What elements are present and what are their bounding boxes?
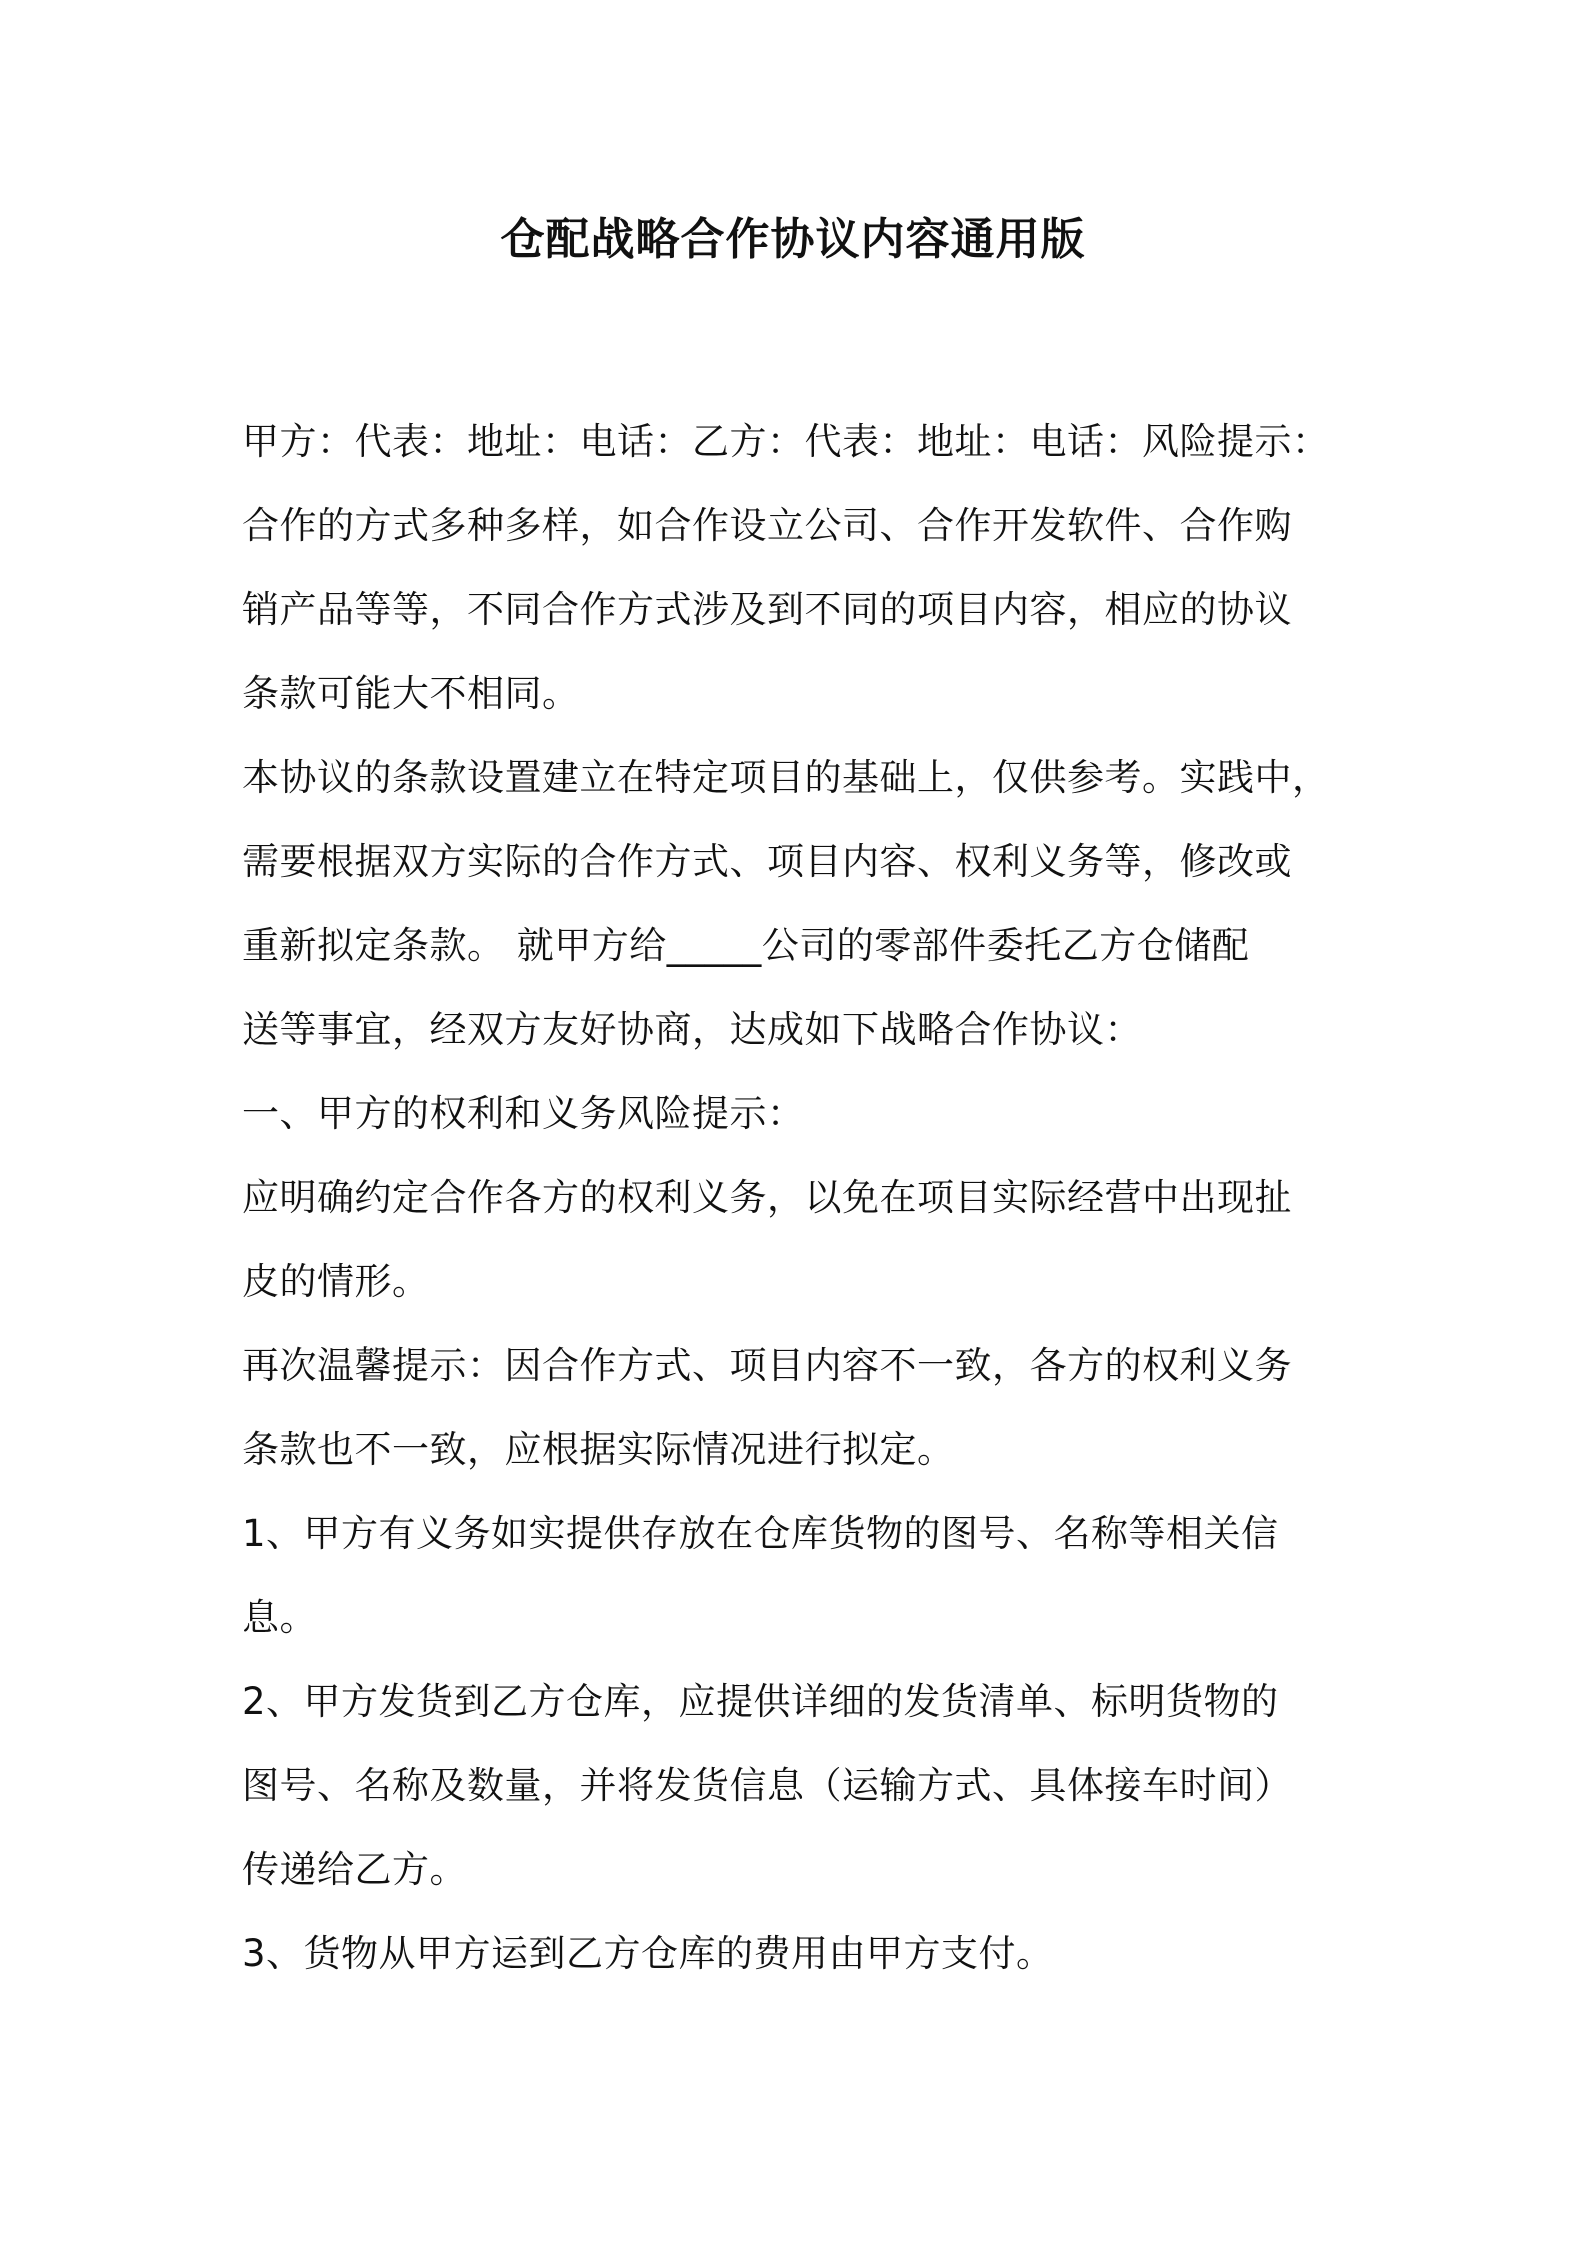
text-line: 甲方：代表：地址：电话：乙方：代表：地址：电话：风险提示： (242, 420, 1330, 463)
section-heading: 一、甲方的权利和义务风险提示： (242, 1092, 805, 1135)
clause-line: 息。 (242, 1596, 317, 1639)
clause-line: 1、甲方有义务如实提供存放在仓库货物的图号、名称等相关信 (242, 1512, 1279, 1555)
text-line: 重新拟定条款。 就甲方给_____公司的零部件委托乙方仓储配 (242, 924, 1250, 967)
text-line: 皮的情形。 (242, 1260, 430, 1303)
text-line: 销产品等等，不同合作方式涉及到不同的项目内容，相应的协议 (242, 588, 1292, 631)
clause-line: 传递给乙方。 (242, 1848, 467, 1891)
text-line: 本协议的条款设置建立在特定项目的基础上，仅供参考。实践中， (242, 756, 1330, 799)
document-body (242, 400, 1352, 1996)
document-title: 仓配战略合作协议内容通用版 (500, 214, 1086, 265)
text-line: 应明确约定合作各方的权利义务，以免在项目实际经营中出现扯 (242, 1176, 1292, 1219)
text-line: 条款可能大不相同。 (242, 672, 580, 715)
clause-line: 图号、名称及数量，并将发货信息（运输方式、具体接车时间） (242, 1764, 1292, 1807)
text-line: 需要根据双方实际的合作方式、项目内容、权利义务等，修改或 (242, 840, 1292, 883)
clause-line: 2、甲方发货到乙方仓库，应提供详细的发货清单、标明货物的 (242, 1680, 1279, 1723)
text-line: 再次温馨提示：因合作方式、项目内容不一致，各方的权利义务 (242, 1344, 1292, 1387)
clause-line: 3、货物从甲方运到乙方仓库的费用由甲方支付。 (242, 1932, 1054, 1975)
text-line: 条款也不一致，应根据实际情况进行拟定。 (242, 1428, 955, 1471)
text-line: 合作的方式多种多样，如合作设立公司、合作开发软件、合作购 (242, 504, 1292, 547)
text-line: 送等事宜，经双方友好协商，达成如下战略合作协议： (242, 1008, 1142, 1051)
